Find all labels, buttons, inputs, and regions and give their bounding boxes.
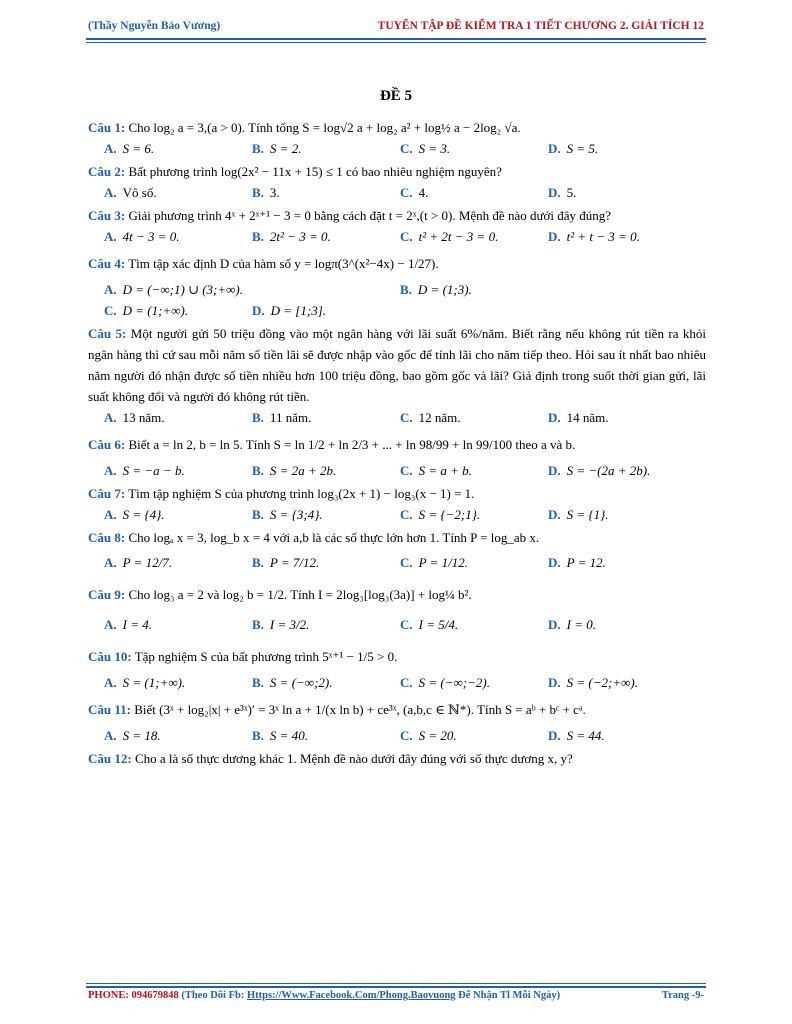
question-stem: Cho log₃ a = 2 và log₂ b = 1/2. Tính I = 2log₃[log₃(3a)] + log¼ b². <box>128 587 472 602</box>
footer-phone: PHONE: 094679848 <box>88 990 179 1001</box>
option-b[interactable]: B. 11 năm. <box>252 410 312 425</box>
option-d[interactable]: D. S = −(2a + 2b). <box>548 463 651 478</box>
option-a[interactable]: A. P = 12/7. <box>104 555 172 570</box>
options-1 <box>88 138 706 159</box>
option-a[interactable]: A. S = (1;+∞). <box>104 675 186 690</box>
question-stem: Một người gửi 50 triệu đồng vào một ngân hàng với lãi suất 6%/năm. Biết rằng nếu không rút tiền ra khỏi ngân hàng thì cứ sau mỗi năm số tiền lãi sẽ được nhập vào gốc để tính lãi cho năm tiếp theo. Hỏi sau ít nhất bao nhiêu năm người đó nhận được số tiền nhiều hơn 100 triệu đồng, bao gồm gốc và lãi? Giả định trong suốt thời gian gửi, lãi suất không đổi và người đó không rút tiền. <box>88 326 707 404</box>
option-c[interactable]: C. D = (1;+∞). <box>104 303 189 318</box>
question-1: Câu 1: Cho log₂ a = 3,(a > 0). Tính tổng S = log√2 a + log₂ a² + log½ a − 2log₂ √a. <box>88 120 521 135</box>
exam-title: ĐỀ 5 <box>379 88 413 104</box>
option-b[interactable]: B. S = (−∞;2). <box>252 675 333 690</box>
options-9 <box>88 610 706 640</box>
footer-facebook-link[interactable]: Https://Www.Facebook.Com/Phong.Baovuong <box>246 990 456 1001</box>
footer-rule <box>86 986 706 988</box>
option-d[interactable]: D. S = 5. <box>548 141 599 156</box>
option-a[interactable]: A. 13 năm. <box>104 410 165 425</box>
option-b[interactable]: B. P = 7/12. <box>252 555 320 570</box>
option-c[interactable]: C. S = {−2;1}. <box>400 507 481 522</box>
question-5: Câu 5: Một người gửi 50 triệu đồng vào một ngân hàng với lãi suất 6%/năm. Biết rằng nếu không rút tiền ra khỏi ngân hàng thì cứ sau mỗi năm số tiền lãi sẽ được nhập vào gốc để tính lãi cho năm tiếp theo. Hỏi sau ít nhất bao nhiêu năm người đó nhận được số tiền nhiều hơn 100 triệu đồng, bao gồm gốc và lãi? Giả định trong suốt thời gian gửi, lãi suất không đổi và người đó không rút tiền. <box>88 326 707 404</box>
option-d[interactable]: D. D = [1;3]. <box>252 303 326 318</box>
question-stem: Cho logₐ x = 3, log_b x = 4 với a,b là các số thực lớn hơn 1. Tính P = log_ab x. <box>128 530 540 545</box>
question-8: Câu 8: Cho logₐ x = 3, log_b x = 4 với a,b là các số thực lớn hơn 1. Tính P = log_ab x. <box>88 530 540 545</box>
options-4 <box>88 279 706 321</box>
options-3 <box>88 226 706 247</box>
option-b[interactable]: B. S = 40. <box>252 728 308 743</box>
question-11: Câu 11: Biết (3ˣ + log₂|x| + e³ˣ)′ = 3ˣ ln a + 1/(x ln b) + ce³ˣ, (a,b,c ∈ ℕ*). Tính S = aᵇ + bᶜ + cᵃ. <box>88 702 586 717</box>
option-b[interactable]: B. S = {3;4}. <box>252 507 323 522</box>
option-d[interactable]: D. 14 năm. <box>548 410 609 425</box>
option-d[interactable]: D. P = 12. <box>548 555 606 570</box>
option-c[interactable]: C. S = 20. <box>400 728 457 743</box>
option-a[interactable]: A. D = (−∞;1) ∪ (3;+∞). <box>104 282 243 297</box>
question-stem: Tìm tập xác định D của hàm số y = logπ(3^(x²−4x) − 1/27). <box>128 256 439 271</box>
option-b[interactable]: B. S = 2. <box>252 141 302 156</box>
header-collection-title: TUYỂN TẬP ĐỀ KIỂM TRA 1 TIẾT CHƯƠNG 2. GIẢI TÍCH 12 <box>377 20 704 32</box>
option-d[interactable]: D. S = (−2;+∞). <box>548 675 638 690</box>
header-rule <box>86 38 706 40</box>
question-stem: Cho a là số thực dương khác 1. Mệnh đề nào dưới đây đúng với số thực dương x, y? <box>134 751 573 766</box>
footer-tail: Để Nhận Tl Mỗi Ngày) <box>458 990 561 1001</box>
option-a[interactable]: A. S = 18. <box>104 728 161 743</box>
option-a[interactable]: A. 4t − 3 = 0. <box>104 229 180 244</box>
page-number: Trang -9- <box>661 990 704 1001</box>
question-4: Câu 4: Tìm tập xác định D của hàm số y = logπ(3^(x²−4x) − 1/27). <box>88 256 439 271</box>
option-b[interactable]: B. 3. <box>252 185 280 200</box>
option-d[interactable]: D. t² + t − 3 = 0. <box>548 229 640 244</box>
option-b[interactable]: B. 2t² − 3 = 0. <box>252 229 331 244</box>
options-2 <box>88 182 706 203</box>
question-stem: Biết (3ˣ + log₂|x| + e³ˣ)′ = 3ˣ ln a + 1/(x ln b) + ce³ˣ, (a,b,c ∈ ℕ*). Tính S = aᵇ + bᶜ + cᵃ. <box>134 702 586 717</box>
footer-rule-thin <box>86 983 706 984</box>
option-d[interactable]: D. I = 0. <box>548 617 596 632</box>
options-7 <box>88 504 706 525</box>
options-6 <box>88 460 706 481</box>
question-3: Câu 3: Giải phương trình 4ˣ + 2ˣ⁺¹ − 3 = 0 bằng cách đặt t = 2ˣ,(t > 0). Mệnh đề nào dưới đây đúng? <box>88 208 612 223</box>
options-8 <box>88 548 706 578</box>
question-stem: Tìm tập nghiệm S của phương trình log₃(2x + 1) − log₃(x − 1) = 1. <box>128 486 475 501</box>
question-12: Câu 12: Cho a là số thực dương khác 1. Mệnh đề nào dưới đây đúng với số thực dương x, y? <box>88 751 573 766</box>
option-a[interactable]: A. I = 4. <box>104 617 152 632</box>
option-c[interactable]: C. I = 5/4. <box>400 617 459 632</box>
option-d[interactable]: D. S = 44. <box>548 728 605 743</box>
header-author: (Thầy Nguyễn Bảo Vương) <box>88 20 221 32</box>
question-stem: Bất phương trình log(2x² − 11x + 15) ≤ 1 có bao nhiêu nghiệm nguyên? <box>128 164 502 179</box>
option-d[interactable]: D. S = {1}. <box>548 507 609 522</box>
options-5 <box>88 407 706 428</box>
option-a[interactable]: A. Vô số. <box>104 185 157 200</box>
option-c[interactable]: C. S = 3. <box>400 141 451 156</box>
option-b[interactable]: B. D = (1;3). <box>400 282 472 297</box>
question-stem: Cho log₂ a = 3,(a > 0). Tính tổng S = log√2 a + log₂ a² + log½ a − 2log₂ √a. <box>128 120 521 135</box>
page-footer <box>88 990 704 1001</box>
option-c[interactable]: C. S = (−∞;−2). <box>400 675 490 690</box>
question-7: Câu 7: Tìm tập nghiệm S của phương trình log₃(2x + 1) − log₃(x − 1) = 1. <box>88 486 475 501</box>
footer-follow: (Theo Dõi Fb: <box>181 990 245 1001</box>
question-stem: Biết a = ln 2, b = ln 5. Tính S = ln 1/2 + ln 2/3 + ... + ln 98/99 + ln 99/100 theo a và b. <box>128 437 576 452</box>
option-c[interactable]: C. S = a + b. <box>400 463 472 478</box>
question-6: Câu 6: Biết a = ln 2, b = ln 5. Tính S = ln 1/2 + ln 2/3 + ... + ln 98/99 + ln 99/100 theo a và b. <box>88 437 576 452</box>
option-a[interactable]: A. S = 6. <box>104 141 155 156</box>
option-d[interactable]: D. 5. <box>548 185 577 200</box>
option-c[interactable]: C. t² + 2t − 3 = 0. <box>400 229 499 244</box>
question-stem: Giải phương trình 4ˣ + 2ˣ⁺¹ − 3 = 0 bằng cách đặt t = 2ˣ,(t > 0). Mệnh đề nào dưới đây đúng? <box>128 208 612 223</box>
option-c[interactable]: C. 4. <box>400 185 429 200</box>
question-9: Câu 9: Cho log₃ a = 2 và log₂ b = 1/2. Tính I = 2log₃[log₃(3a)] + log¼ b². <box>88 587 472 602</box>
question-stem: Tập nghiệm S của bất phương trình 5ˣ⁺¹ − 1/5 > 0. <box>134 649 398 664</box>
option-b[interactable]: B. I = 3/2. <box>252 617 310 632</box>
header-rule-thin <box>86 42 706 43</box>
option-a[interactable]: A. S = {4}. <box>104 507 165 522</box>
options-11 <box>88 725 706 746</box>
option-a[interactable]: A. S = −a − b. <box>104 463 185 478</box>
options-10 <box>88 672 706 693</box>
option-b[interactable]: B. S = 2a + 2b. <box>252 463 337 478</box>
question-2: Câu 2: Bất phương trình log(2x² − 11x + 15) ≤ 1 có bao nhiêu nghiệm nguyên? <box>88 164 502 179</box>
page-header <box>88 18 704 38</box>
option-c[interactable]: C. 12 năm. <box>400 410 461 425</box>
question-10: Câu 10: Tập nghiệm S của bất phương trình 5ˣ⁺¹ − 1/5 > 0. <box>88 649 398 664</box>
option-c[interactable]: C. P = 1/12. <box>400 555 468 570</box>
question-list <box>88 117 706 769</box>
